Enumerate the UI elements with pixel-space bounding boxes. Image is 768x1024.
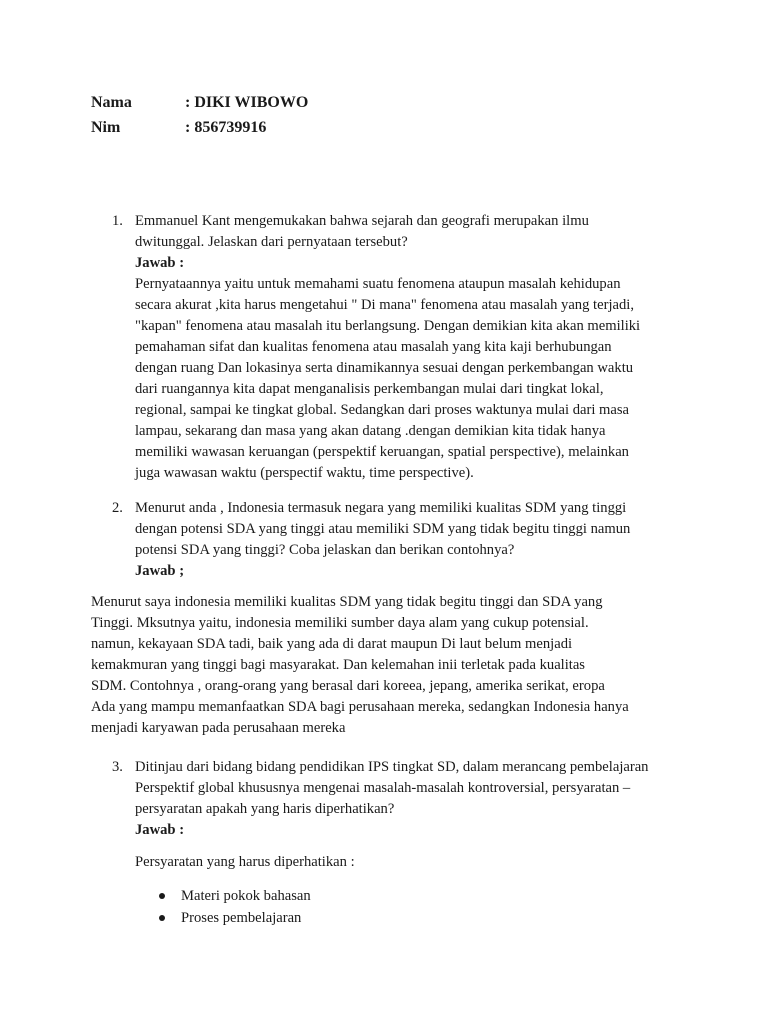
name-label: Nama (91, 94, 132, 111)
question-text-line: potensi SDA yang tinggi? Coba jelaskan dan berikan contohnya? (135, 542, 515, 558)
list-item-text: Proses pembelajaran (181, 910, 302, 926)
answer-text-line: Tinggi. Mksutnya yaitu, indonesia memiliki sumber daya alam yang cukup potensial. (91, 615, 589, 631)
answer-text-line: Menurut saya indonesia memiliki kualitas SDM yang tidak begitu tinggi dan SDA yang (91, 594, 603, 610)
question-text-line: Emmanuel Kant mengemukakan bahwa sejarah dan geografi merupakan ilmu (135, 213, 589, 229)
question-body (135, 211, 695, 484)
answer-text-line: juga wawasan waktu (perspectif waktu, time perspective). (135, 465, 474, 481)
answer-text-line: memiliki wawasan keruangan (perspektif keruangan, spatial perspective), melainkan (135, 444, 629, 460)
question-text-line: persyaratan apakah yang haris diperhatikan? (135, 801, 395, 817)
bullet-icon (159, 915, 165, 921)
answer-3-intro-body (135, 852, 695, 873)
question-body (135, 498, 695, 582)
answer-label: Jawab ; (135, 563, 185, 579)
answer-text-line: Ada yang mampu memanfaatkan SDA bagi perusahaan mereka, sedangkan Indonesia hanya (91, 699, 629, 715)
bullet-list (159, 885, 311, 929)
answer-text-line: "kapan" fenomena atau masalah itu berlangsung. Dengan demikian kita akan memiliki (135, 318, 641, 334)
list-item-text: Materi pokok bahasan (181, 888, 311, 904)
question-body (135, 757, 695, 841)
answer-text-line: dengan ruang Dan lokasinya serta dinamikannya sesuai dengan perkembangan waktu (135, 360, 634, 376)
answer-text-line: SDM. Contohnya , orang-orang yang berasal dari koreea, jepang, amerika serikat, eropa (91, 678, 605, 694)
question-text-line: dwitunggal. Jelaskan dari pernyataan tersebut? (135, 234, 408, 250)
question-text-line: dengan potensi SDA yang tinggi atau memiliki SDM yang tidak begitu tinggi namun (135, 521, 631, 537)
answer-text-line: pemahaman sifat dan kualitas fenomena atau masalah yang kita kaji berhubungan (135, 339, 612, 355)
question-text-line: Perspektif global khususnya mengenai masalah-masalah kontroversial, persyaratan – (135, 780, 631, 796)
answer-text-line: secara akurat ,kita harus mengetahui " Di mana" fenomena atau masalah yang terjadi, (135, 297, 634, 313)
question-text-line: Ditinjau dari bidang bidang pendidikan IPS tingkat SD, dalam merancang pembelajaran (135, 759, 649, 775)
bullet-icon (159, 893, 165, 899)
list-item (159, 885, 311, 907)
answer-2-paragraph (91, 592, 691, 739)
answer-label: Jawab : (135, 255, 185, 271)
answer-label: Jawab : (135, 822, 185, 838)
answer-text-line: regional, sampai ke tingkat global. Sedangkan dari proses waktunya mulai dari masa (135, 402, 630, 418)
list-item (159, 907, 311, 929)
nim-label: Nim (91, 119, 121, 136)
name-value: : DIKI WIBOWO (185, 94, 309, 111)
answer-text-line: lampau, sekarang dan masa yang akan datang .dengan demikian kita tidak hanya (135, 423, 606, 439)
answer-text-line: namun, kekayaan SDA tadi, baik yang ada di darat maupun Di laut belum menjadi (91, 636, 573, 652)
question-number: 1. (112, 213, 123, 229)
answer-text-line: Pernyataannya yaitu untuk memahami suatu fenomena ataupun masalah kehidupan (135, 276, 621, 292)
question-number: 2. (112, 500, 123, 516)
answer-intro-text: Persyaratan yang harus diperhatikan : (135, 854, 355, 870)
answer-text-line: dari ruangannya kita dapat menganalisis perkembangan mulai dari tingkat lokal, (135, 381, 604, 397)
answer-text-line: menjadi karyawan pada perusahaan mereka (91, 720, 346, 736)
question-text-line: Menurut anda , Indonesia termasuk negara yang memiliki kualitas SDM yang tinggi (135, 500, 627, 516)
nim-value: : 856739916 (185, 119, 267, 136)
answer-text-line: kemakmuran yang tinggi bagi masyarakat. Dan kelemahan inii terletak pada kualitas (91, 657, 585, 673)
question-number: 3. (112, 759, 123, 775)
